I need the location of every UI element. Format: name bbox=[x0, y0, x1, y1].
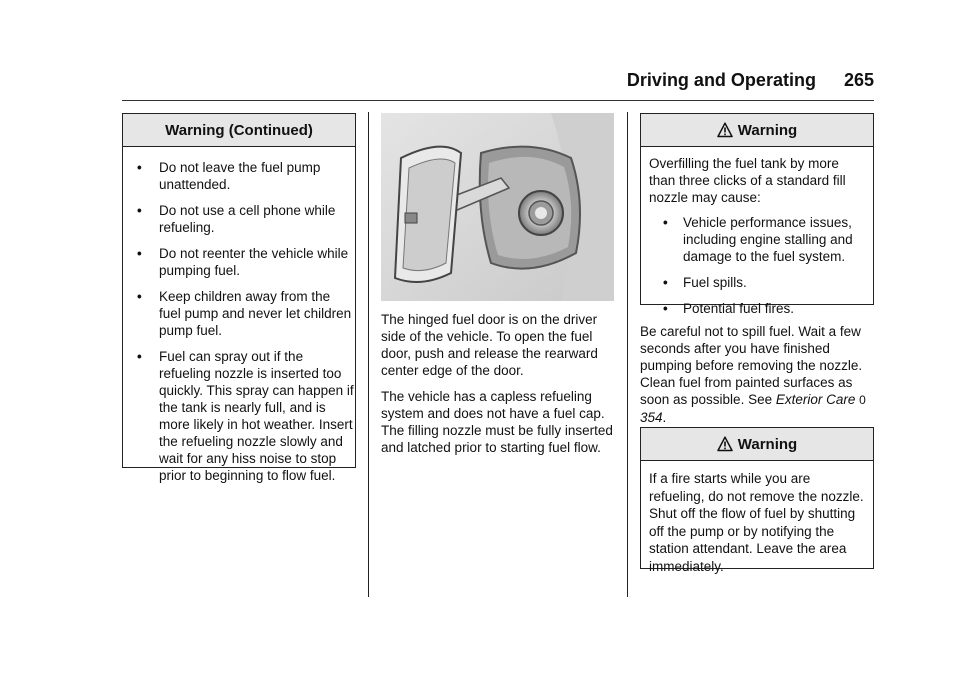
fuel-door-photo bbox=[381, 113, 614, 301]
warning-overfill-heading: Warning bbox=[641, 114, 873, 147]
list-item: • Potential fuel fires. bbox=[663, 301, 795, 316]
warning-continued-box bbox=[122, 113, 356, 483]
warning-continued-list bbox=[123, 147, 355, 484]
bullet: • bbox=[663, 301, 668, 316]
list-item: • Do not use a cell phone while refueling. bbox=[137, 203, 336, 235]
warning-triangle-icon bbox=[717, 122, 733, 138]
warning-overfill-list bbox=[641, 206, 873, 317]
warning-continued-heading: Warning (Continued) bbox=[123, 114, 355, 147]
list-item: • Keep children away from the fuel pump and never let children pump fuel. bbox=[137, 289, 352, 338]
list-item: • Vehicle performance issues, including engine stalling and damage to the fuel system. bbox=[663, 215, 853, 264]
exterior-care-link[interactable]: Exterior Care bbox=[775, 392, 856, 407]
list-item: • Do not leave the fuel pump unattended. bbox=[137, 160, 321, 192]
warning-overfill-box bbox=[640, 113, 874, 316]
column-divider-left bbox=[368, 112, 369, 597]
page-ref-icon: 0 bbox=[859, 393, 866, 407]
page-header bbox=[122, 70, 874, 101]
bullet: • bbox=[137, 246, 142, 261]
page-number: 265 bbox=[843, 70, 874, 90]
middle-text bbox=[381, 311, 617, 456]
page-ref-number[interactable]: 354 bbox=[640, 410, 663, 425]
warning-fire-text: If a fire starts while you are refueling, do not remove the nozzle. Shut off the flow of fuel by shutting off the pump or by notifying the station attendant. Leave the area immediately. bbox=[649, 471, 864, 574]
capless-paragraph: The vehicle has a capless refueling system and does not have a fuel cap. The filling nozzle must be fully inserted and latched prior to starting fuel flow. bbox=[381, 389, 613, 455]
bullet: • bbox=[137, 203, 142, 218]
bullet: • bbox=[663, 275, 668, 290]
fuel-door-paragraph: The hinged fuel door is on the driver side of the vehicle. To open the fuel door, push and release the rearward center edge of the door. bbox=[381, 312, 598, 378]
bullet: • bbox=[137, 160, 142, 175]
careful-paragraph: Be careful not to spill fuel. Wait a few seconds after you have finished pumping before removing the nozzle. Clean fuel from painted surfaces as soon as possible. See Exterior Care 0 354. bbox=[640, 324, 866, 425]
section-title: Driving and Operating bbox=[626, 70, 816, 90]
bullet: • bbox=[137, 349, 142, 364]
list-item: • Do not reenter the vehicle while pumping fuel. bbox=[137, 246, 349, 278]
bullet: • bbox=[137, 289, 142, 304]
warning-triangle-icon bbox=[717, 436, 733, 452]
bullet: • bbox=[663, 215, 668, 230]
warning-fire-box bbox=[640, 427, 874, 574]
list-item: • Fuel can spray out if the refueling nozzle is inserted too quickly. This spray can happen if the tank is nearly full, and is more likely in hot weather. Insert the refueling nozzle slowly and wait for any hiss noise to stop prior to beginning to flow fuel. bbox=[137, 349, 354, 483]
list-item: • Fuel spills. bbox=[663, 275, 747, 290]
warning-fire-heading: Warning bbox=[641, 428, 873, 461]
fuel-door-illustration bbox=[381, 113, 614, 301]
warning-overfill-intro: Overfilling the fuel tank by more than three clicks of a standard fill nozzle may cause: bbox=[649, 156, 846, 205]
column-divider-right bbox=[627, 112, 628, 597]
